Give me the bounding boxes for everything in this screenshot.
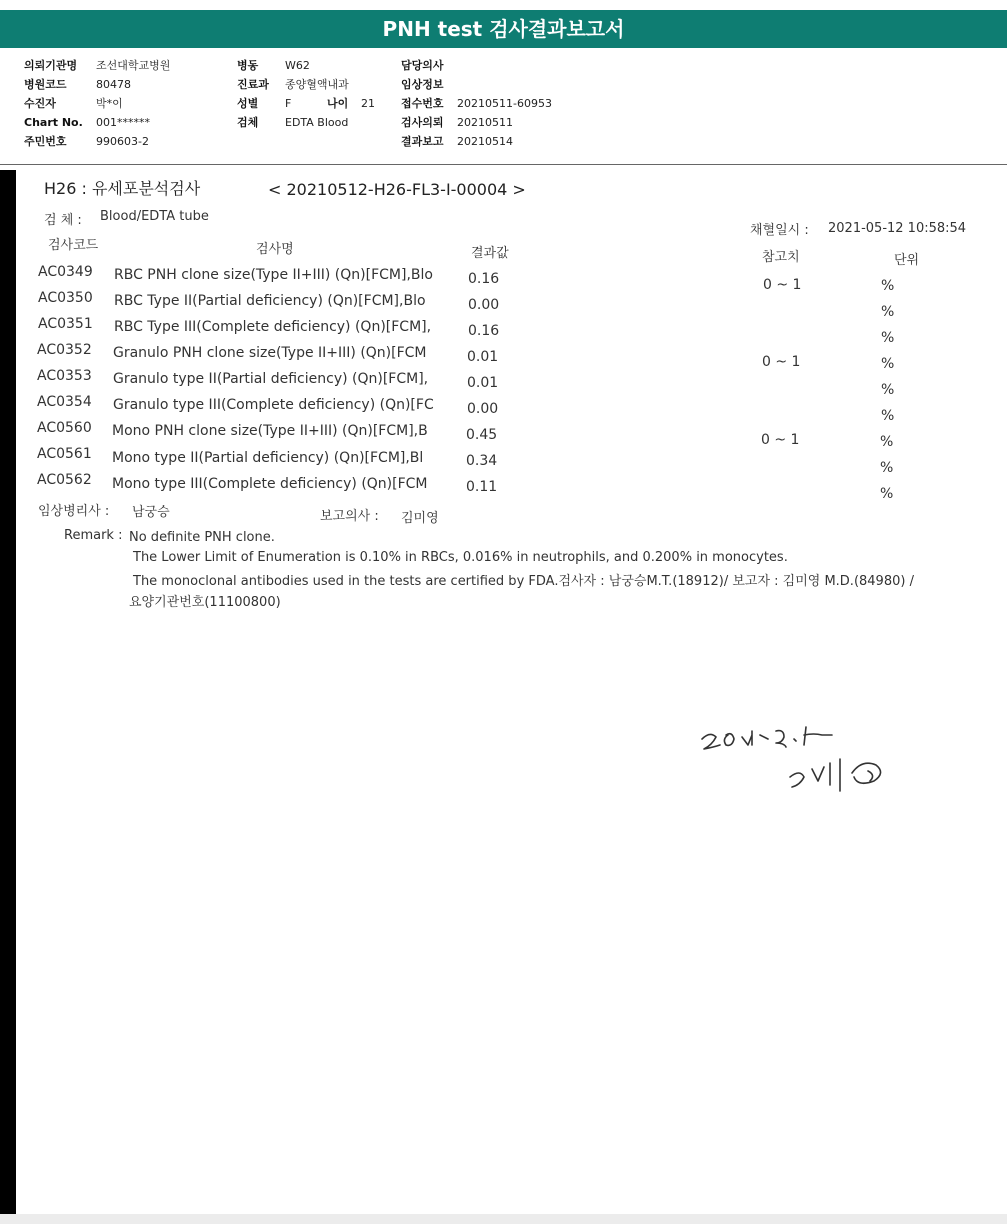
- header-field: [24, 113, 170, 132]
- field-label: 담당의사: [401, 59, 444, 72]
- test-unit: %: [880, 460, 894, 476]
- test-result: 0.01: [467, 349, 499, 365]
- field-value: W62: [285, 59, 310, 72]
- test-result: 0.34: [466, 453, 498, 469]
- header-col-1: [24, 56, 170, 151]
- field-value: 001******: [96, 116, 150, 129]
- test-result: 0.16: [468, 271, 500, 287]
- header-field: [401, 132, 552, 151]
- section-title: H26 : 유세포분석검사: [44, 179, 201, 198]
- test-code: AC0352: [37, 342, 92, 358]
- test-unit: %: [881, 382, 895, 398]
- test-name: Granulo PNH clone size(Type II+III) (Qn)[FCM: [113, 345, 427, 361]
- test-unit: %: [881, 278, 895, 294]
- test-code: AC0561: [37, 446, 92, 462]
- test-unit: %: [881, 304, 895, 320]
- header-field: [401, 75, 552, 94]
- column-header-result: 결과값: [471, 246, 509, 261]
- field-label: 접수번호: [401, 97, 444, 110]
- specimen-value: Blood/EDTA tube: [100, 209, 209, 224]
- test-name: RBC PNH clone size(Type II+III) (Qn)[FCM],Blo: [114, 267, 433, 283]
- column-header-code: 검사코드: [48, 238, 99, 253]
- field-value: 종양혈액내과: [285, 78, 349, 91]
- test-code: AC0562: [37, 472, 92, 488]
- column-header-unit: 단위: [894, 253, 920, 268]
- column-header-name: 검사명: [256, 242, 294, 257]
- test-result: 0.45: [466, 427, 498, 443]
- header-field: [237, 75, 375, 94]
- test-code: AC0351: [38, 316, 93, 332]
- test-name: Granulo type II(Partial deficiency) (Qn)[FCM],: [113, 371, 429, 387]
- header-field: [24, 94, 170, 113]
- field-value: 20210514: [457, 135, 513, 148]
- doctor-label: 보고의사 :: [320, 509, 379, 524]
- field-label: 의뢰기관명: [24, 59, 78, 72]
- field-label: Chart No.: [24, 116, 83, 129]
- header-col-2: [237, 56, 375, 132]
- scan-edge-band: [0, 170, 16, 1214]
- header-field: [401, 94, 552, 113]
- remark-label: Remark :: [64, 528, 123, 543]
- header-field: [237, 56, 375, 75]
- test-result: 0.00: [467, 401, 499, 417]
- test-name: Granulo type III(Complete deficiency) (Qn)[FC: [113, 397, 434, 413]
- field-value: F: [285, 97, 292, 110]
- test-code: AC0353: [37, 368, 92, 384]
- header-field: [401, 113, 552, 132]
- column-header-ref: 참고치: [762, 250, 800, 265]
- field-value: 80478: [96, 78, 131, 91]
- test-code: AC0350: [38, 290, 93, 306]
- test-result: 0.16: [468, 323, 500, 339]
- remark-line: 요양기관번호(11100800): [129, 595, 281, 610]
- field-value: 조선대학교병원: [96, 59, 171, 72]
- test-code: AC0560: [37, 420, 92, 436]
- test-name: Mono PNH clone size(Type II+III) (Qn)[FCM],B: [112, 423, 428, 439]
- test-code: AC0354: [37, 394, 92, 410]
- report-id: < 20210512-H26-FL3-I-00004 >: [268, 180, 526, 199]
- test-unit: %: [880, 486, 894, 502]
- age-label: 나이: [327, 97, 349, 110]
- field-value: 박*이: [96, 97, 123, 110]
- remark-line: The Lower Limit of Enumeration is 0.10% in RBCs, 0.016% in neutrophils, and 0.200% in monocytes.: [133, 550, 788, 565]
- field-label: 검사의뢰: [401, 116, 444, 129]
- collected-value: 2021-05-12 10:58:54: [828, 221, 967, 236]
- field-value: 20210511: [457, 116, 513, 129]
- remark-line: No definite PNH clone.: [129, 530, 275, 545]
- pathologist-label: 임상병리사 :: [38, 504, 110, 519]
- test-unit: %: [881, 330, 895, 346]
- header-field: [237, 94, 375, 113]
- remark-line: The monoclonal antibodies used in the tests are certified by FDA.검사자 : 남궁승M.T.(18912)/ 보고자 : 김미영 M.D.(84980) /: [133, 574, 914, 589]
- test-name: RBC Type III(Complete deficiency) (Qn)[FCM],: [114, 319, 432, 335]
- header-field: [24, 56, 170, 75]
- field-label: 주민번호: [24, 135, 67, 148]
- field-value: 990603-2: [96, 135, 149, 148]
- field-label: 성별: [237, 97, 259, 110]
- bottom-margin: [0, 1214, 1007, 1224]
- field-label: 병동: [237, 59, 259, 72]
- header-divider: [0, 164, 1007, 165]
- test-result: 0.11: [466, 479, 498, 495]
- field-label: 진료과: [237, 78, 269, 91]
- test-ref-range: 0 ~ 1: [763, 277, 802, 293]
- header-field: [24, 75, 170, 94]
- field-value: 20210511-60953: [457, 97, 552, 110]
- field-label: 임상정보: [401, 78, 444, 91]
- field-label: 결과보고: [401, 135, 444, 148]
- doctor-name: 김미영: [401, 511, 439, 526]
- test-result: 0.00: [468, 297, 500, 313]
- test-code: AC0349: [38, 264, 93, 280]
- test-name: Mono type II(Partial deficiency) (Qn)[FCM],Bl: [112, 450, 424, 466]
- field-value: EDTA Blood: [285, 116, 349, 129]
- field-label: 병원코드: [24, 78, 67, 91]
- test-unit: %: [881, 408, 895, 424]
- field-label: 검체: [237, 116, 259, 129]
- test-ref-range: 0 ~ 1: [762, 354, 801, 370]
- test-unit: %: [880, 434, 894, 450]
- age-value: 21: [361, 97, 375, 110]
- collected-label: 채혈일시 :: [750, 223, 809, 238]
- header-field: [237, 113, 375, 132]
- test-name: RBC Type II(Partial deficiency) (Qn)[FCM],Blo: [114, 293, 426, 309]
- specimen-label: 검 체 :: [44, 213, 82, 228]
- field-label: 수진자: [24, 97, 56, 110]
- handwritten-signature: [690, 715, 930, 815]
- test-ref-range: 0 ~ 1: [761, 432, 800, 448]
- test-result: 0.01: [467, 375, 499, 391]
- test-unit: %: [881, 356, 895, 372]
- header-field: [401, 56, 552, 75]
- report-title: PNH test 검사결과보고서: [0, 10, 1007, 48]
- header-field: [24, 132, 170, 151]
- pathologist-name: 남궁승: [132, 505, 170, 520]
- header-col-3: [401, 56, 552, 151]
- test-name: Mono type III(Complete deficiency) (Qn)[FCM: [112, 476, 428, 492]
